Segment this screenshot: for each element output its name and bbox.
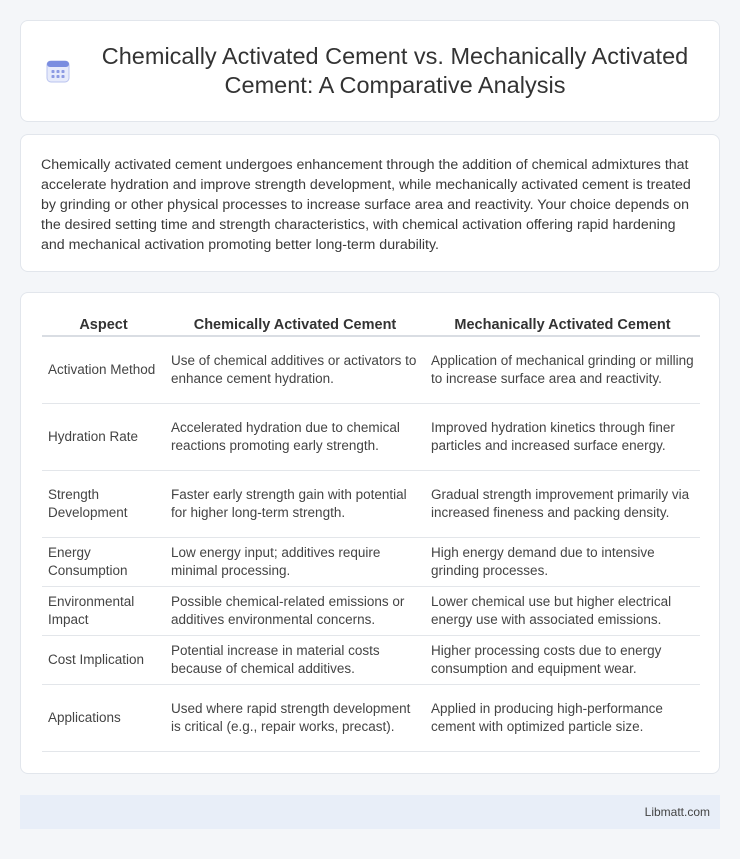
table-row (42, 684, 700, 751)
row-aspect: Hydration Rate (42, 403, 165, 470)
column-header-aspect: Aspect (42, 313, 165, 336)
page-title: Chemically Activated Cement vs. Mechanically Activated Cement: A Comparative Analysis (101, 43, 689, 98)
row-chemical: Low energy input; additives require minimal processing. (165, 537, 425, 586)
row-chemical: Used where rapid strength development is critical (e.g., repair works, precast). (165, 684, 425, 751)
comparison-table (42, 313, 700, 752)
row-aspect: Environmental Impact (42, 586, 165, 635)
column-header-chemical: Chemically Activated Cement (165, 313, 425, 336)
comparison-table-card (20, 292, 720, 774)
calendar-icon (45, 58, 71, 84)
row-mechanical: Applied in producing high-performance cement with optimized particle size. (425, 684, 700, 751)
row-chemical: Possible chemical-related emissions or additives environmental concerns. (165, 586, 425, 635)
table-row (42, 635, 700, 684)
row-mechanical: Lower chemical use but higher electrical energy use with associated emissions. (425, 586, 700, 635)
table-header-row (42, 313, 700, 336)
table-row (42, 470, 700, 537)
table-row (42, 586, 700, 635)
row-chemical: Faster early strength gain with potential for higher long-term strength. (165, 470, 425, 537)
intro-card (20, 134, 720, 272)
row-chemical: Accelerated hydration due to chemical reactions promoting early strength. (165, 403, 425, 470)
row-aspect: Activation Method (42, 336, 165, 403)
row-mechanical: High energy demand due to intensive grinding processes. (425, 537, 700, 586)
table-row (42, 537, 700, 586)
row-mechanical: Gradual strength improvement primarily via increased fineness and packing density. (425, 470, 700, 537)
row-aspect: Applications (42, 684, 165, 751)
row-chemical: Potential increase in material costs because of chemical additives. (165, 635, 425, 684)
row-aspect: Energy Consumption (42, 537, 165, 586)
table-row (42, 336, 700, 403)
footer-brand-link[interactable]: Libmatt.com (644, 805, 710, 819)
row-mechanical: Application of mechanical grinding or milling to increase surface area and reactivity. (425, 336, 700, 403)
row-aspect: Strength Development (42, 470, 165, 537)
row-mechanical: Improved hydration kinetics through finer particles and increased surface energy. (425, 403, 700, 470)
row-chemical: Use of chemical additives or activators to enhance cement hydration. (165, 336, 425, 403)
title-card (20, 20, 720, 122)
table-row (42, 403, 700, 470)
column-header-mechanical: Mechanically Activated Cement (425, 313, 700, 336)
row-mechanical: Higher processing costs due to energy consumption and equipment wear. (425, 635, 700, 684)
footer (20, 795, 720, 829)
intro-paragraph: Chemically activated cement undergoes enhancement through the addition of chemical admixtures that accelerate hydration and improve strength development, while mechanically activated cement is treated by grinding or other physical processes to increase surface area and reactivity. Your choice depends on the desired setting time and strength characteristics, with chemical activation offering rapid hardening and mechanical activation promoting better long-term durability. (41, 157, 691, 253)
row-aspect: Cost Implication (42, 635, 165, 684)
